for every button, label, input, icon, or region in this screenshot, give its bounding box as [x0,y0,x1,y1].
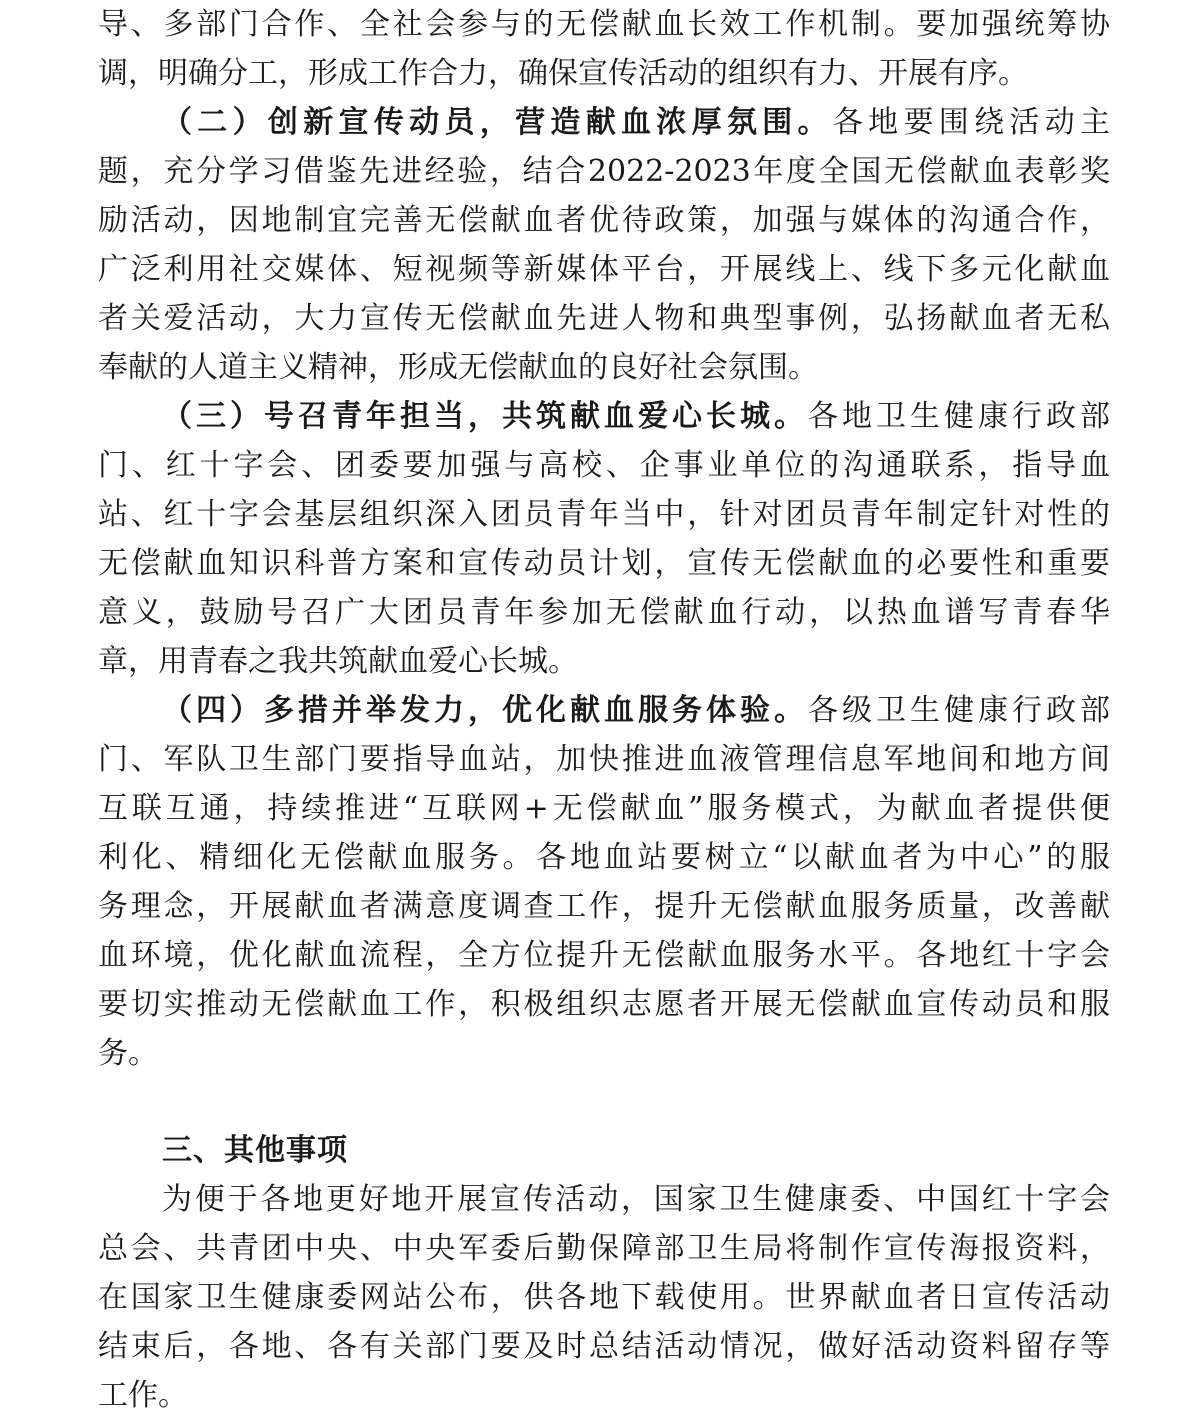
text-line: 站、红十字会基层组织深入团员青年当中，针对团员青年制定针对性的 [98,497,1110,532]
text-line: 意义，鼓励号召广大团员青年参加无偿献血行动，以热血谱写青春华 [98,595,1110,630]
text-line: 在国家卫生健康委网站公布，供各地下载使用。世界献血者日宣传活动 [98,1280,1110,1315]
section-3-first-line [98,392,1110,441]
section-2-title: （二）创新宣传动员，营造献血浓厚氛围。 [162,105,833,140]
text-line: 血环境，优化献血流程，全方位提升无偿献血服务水平。各地红十字会 [98,938,1110,973]
text-line: 门、军队卫生部门要指导血站，加快推进血液管理信息军地间和地方间 [98,742,1110,777]
document-page [98,0,1110,1420]
paragraph-gap [98,1078,1110,1126]
part-3-heading: 三、其他事项 [162,1133,348,1168]
text-line: 门、红十字会、团委要加强与高校、企事业单位的沟通联系，指导血 [98,448,1110,483]
section-3-text: 各地卫生健康行政部 [808,399,1110,434]
text-line: 务理念，开展献血者满意度调查工作，提升无偿献血服务质量，改善献 [98,889,1110,924]
text-line: 无偿献血知识科普方案和宣传动员计划，宣传无偿献血的必要性和重要 [98,546,1110,581]
text-line: 务。 [98,1036,158,1071]
text-line: 总会、共青团中央、中央军委后勤保障部卫生局将制作宣传海报资料， [98,1231,1110,1266]
section-4-title: （四）多措并举发力，优化献血服务体验。 [162,693,808,728]
section-3-title: （三）号召青年担当，共筑献血爱心长城。 [162,399,808,434]
text-line: 奉献的人道主义精神，形成无偿献血的良好社会氛围。 [98,350,818,385]
section-2-text: 各地要围绕活动主 [832,105,1111,140]
text-line: 题，充分学习借鉴先进经验，结合2022-2023年度全国无偿献血表彰奖 [98,154,1110,189]
section-4-first-line [98,686,1110,735]
text-line: 调，明确分工，形成工作合力，确保宣传活动的组织有力、开展有序。 [98,56,1028,91]
text-line: 章，用青春之我共筑献血爱心长城。 [98,644,578,679]
text-line: 者关爱活动，大力宣传无偿献血先进人物和典型事例，弘扬献血者无私 [98,301,1110,336]
text-line: 广泛利用社交媒体、短视频等新媒体平台，开展线上、线下多元化献血 [98,252,1110,287]
section-4-text: 各级卫生健康行政部 [808,693,1110,728]
text-line: 互联互通，持续推进“互联网+无偿献血”服务模式，为献血者提供便 [98,791,1110,826]
text-line: 要切实推动无偿献血工作，积极组织志愿者开展无偿献血宣传动员和服 [98,987,1110,1022]
section-2-first-line [98,98,1110,147]
text-line: 结束后，各地、各有关部门要及时总结活动情况，做好活动资料留存等 [98,1329,1110,1364]
text-line: 利化、精细化无偿献血服务。各地血站要树立“以献血者为中心”的服 [98,840,1110,875]
text-line: 励活动，因地制宜完善无偿献血者优待政策，加强与媒体的沟通合作， [98,203,1110,238]
part-3-first-line: 为便于各地更好地开展宣传活动，国家卫生健康委、中国红十字会 [162,1182,1110,1217]
text-line: 导、多部门合作、全社会参与的无偿献血长效工作机制。要加强统筹协 [98,7,1110,42]
text-line: 工作。 [98,1378,188,1413]
